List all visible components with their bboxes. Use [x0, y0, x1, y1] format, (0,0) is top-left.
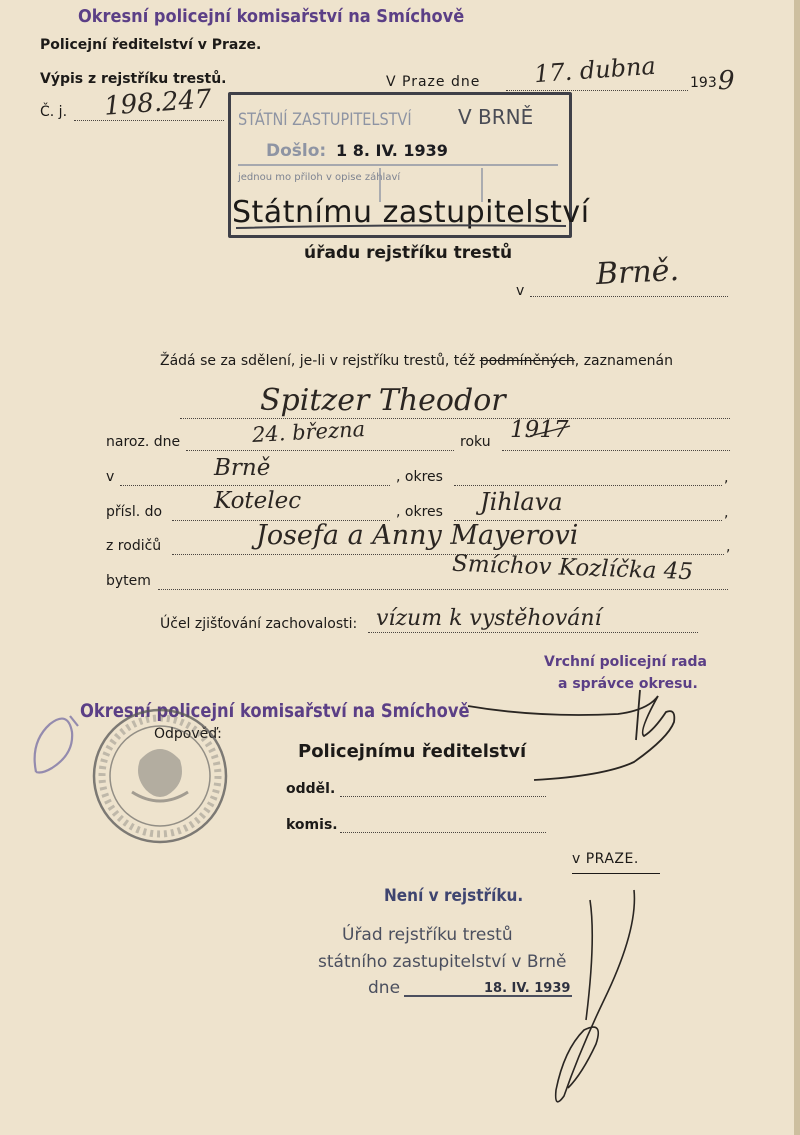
birthplace-handwritten: Brně [214, 455, 271, 481]
purpose-label: Účel zjišťování zachovalosti: [160, 616, 358, 632]
address-handwritten: Smíchov Kozlíčka 45 [451, 550, 694, 586]
birthplace-label: v [106, 469, 115, 485]
resident-label: přísl. do [106, 504, 163, 520]
received-stamp-footer: jednou mo přiloh v opise záhlaví [238, 172, 401, 183]
received-stamp-dividers-icon [238, 165, 558, 202]
received-stamp-date: 1 8. IV. 1939 [336, 141, 448, 160]
result-stamp-status: Není v rejstříku. [384, 886, 524, 906]
birthplace-district-label: , okres [396, 469, 443, 485]
request-text-after: , zaznamenán [574, 353, 674, 369]
received-stamp-city: V BRNĚ [458, 105, 534, 129]
result-stamp-date: 18. IV. 1939 [484, 981, 571, 996]
received-stamp-label: Došlo: [266, 141, 327, 161]
official-stamp-line2: a správce okresu. [558, 676, 698, 692]
left-pen-mark-icon [35, 716, 78, 773]
comis-label: komis. [286, 817, 338, 833]
resident-district-handwritten: Jihlava [480, 488, 563, 516]
year-handwritten: 9 [718, 66, 735, 96]
purpose-handwritten: vízum k vystěhování [376, 606, 602, 631]
dept-label: odděl. [286, 781, 336, 797]
title-underline-stroke-icon [236, 225, 566, 228]
result-stamp-authority: státního zastupitelství v Brně [318, 952, 567, 972]
answer-recipient: Policejnímu ředitelství [298, 741, 527, 762]
parents-label: z rodičů [106, 538, 162, 554]
ref-label: Č. j. [40, 104, 68, 120]
result-stamp-office: Úřad rejstříku trestů [342, 925, 513, 945]
received-stamp-office: STÁTNÍ ZASTUPITELSTVÍ [238, 110, 412, 130]
addressee-title: Státnímu zastupitelství [232, 195, 590, 230]
birthplace-comma: , [724, 470, 729, 486]
resident-district-label: , okres [396, 504, 443, 520]
answer-city: v PRAZE. [572, 851, 639, 867]
birthplace-district-text: okres [404, 469, 443, 485]
person-name-handwritten: Spitzer Theodor [260, 383, 506, 418]
answer-label: Odpověď: [154, 726, 222, 742]
district-stamp-answer: Okresní policejní komisařství na Smíchově [80, 700, 470, 722]
resident-district-text: okres [404, 504, 443, 520]
birth-date-handwritten: 24. března [251, 417, 366, 447]
parents-handwritten: Josefa a Anny Mayerovi [256, 520, 579, 551]
registry-signature-icon [556, 890, 635, 1102]
round-seal-icon [94, 710, 226, 842]
request-text-before: Žádá se za sdělení, je-li v rejstříku trestů, též [160, 353, 476, 369]
request-struck-word: podmíněných [479, 353, 575, 369]
official-signature-icon [468, 690, 674, 780]
year-flourish-icon [530, 426, 570, 436]
resident-comma: , [724, 505, 729, 521]
addressee-in-label: v [516, 283, 525, 299]
year-prefix: 193 [690, 75, 717, 91]
authority-heading: Policejní ředitelství v Praze. [40, 37, 262, 53]
extract-title: Výpis z rejstříku trestů. [40, 71, 227, 87]
birth-date-label: naroz. dne [106, 434, 181, 450]
address-label: bytem [106, 573, 151, 589]
date-handwritten: 17. dubna [533, 51, 657, 89]
birth-year-label: roku [460, 434, 491, 450]
birth-year-handwritten: 1917 [510, 417, 569, 443]
addressee-city-handwritten: Brně. [595, 252, 680, 293]
official-stamp-line1: Vrchní policejní rada [544, 654, 707, 670]
result-stamp-date-label: dne [368, 978, 401, 998]
resident-handwritten: Kotelec [214, 488, 302, 514]
district-stamp-top: Okresní policejní komisařství na Smíchově [78, 6, 465, 27]
addressee-subtitle: úřadu rejstříku trestů [304, 243, 513, 263]
ref-handwritten: 198.247 [103, 84, 213, 122]
parents-comma: , [726, 539, 731, 555]
place-date-label: V Praze dne [386, 74, 481, 90]
